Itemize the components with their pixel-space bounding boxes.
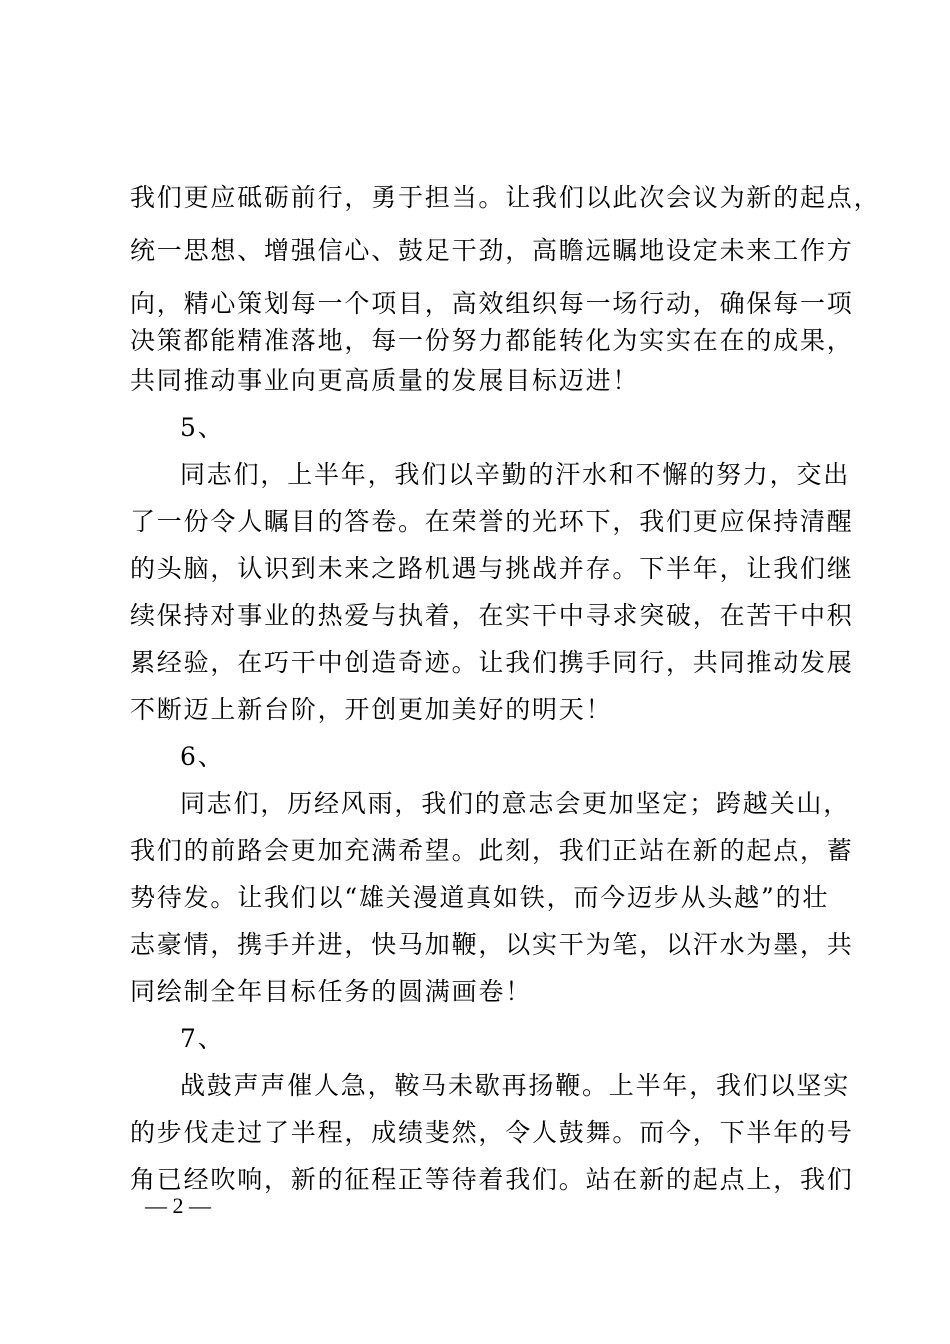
- section-number: 6、: [180, 742, 225, 771]
- body-text-line: 统一思想、增强信心、鼓足干劲，高瞻远瞩地设定未来工作方: [130, 236, 854, 265]
- body-text-line: 的头脑，认识到未来之路机遇与挑战并存。下半年，让我们继: [130, 554, 854, 583]
- body-text-line: 共同推动事业向更高质量的发展目标迈进！: [130, 366, 640, 395]
- body-text-line: 决策都能精准落地，每一份努力都能转化为实实在在的成果，: [130, 326, 854, 355]
- body-text-line: 同绘制全年目标任务的圆满画卷！: [130, 977, 533, 1006]
- body-text-line: 同志们，上半年，我们以辛勤的汗水和不懈的努力，交出: [180, 460, 851, 489]
- body-text-line: 累经验，在巧干中创造奇迹。让我们携手同行，共同推动发展: [130, 648, 854, 677]
- body-text-line: 向，精心策划每一个项目，高效组织每一场行动，确保每一项: [130, 289, 854, 318]
- body-text-line: 的步伐走过了半程，成绩斐然，令人鼓舞。而今，下半年的号: [130, 1118, 854, 1147]
- section-number: 5、: [180, 413, 225, 442]
- body-text-line: 了一份令人瞩目的答卷。在荣誉的光环下，我们更应保持清醒: [130, 507, 854, 536]
- body-text-line: 势待发。让我们以“雄关漫道真如铁，而今迈步从头越”的壮: [130, 883, 830, 912]
- body-text-line: 志豪情，携手并进，快马加鞭，以实干为笔，以汗水为墨，共: [130, 930, 854, 959]
- body-text-line: 我们的前路会更加充满希望。此刻，我们正站在新的起点，蓄: [130, 836, 854, 865]
- body-text-line: 同志们，历经风雨，我们的意志会更加坚定；跨越关山，: [180, 789, 851, 818]
- body-text-line: 角已经吹响，新的征程正等待着我们。站在新的起点上，我们: [130, 1165, 854, 1194]
- body-text-line: 不断迈上新台阶，开创更加美好的明天！: [130, 695, 613, 724]
- body-text-line: 续保持对事业的热爱与执着，在实干中寻求突破，在苦干中积: [130, 601, 854, 630]
- page-number: — 2 —: [145, 1193, 211, 1218]
- body-text-line: 我们更应砥砺前行，勇于担当。让我们以此次会议为新的起点，: [130, 183, 881, 212]
- body-text-line: 战鼓声声催人急，鞍马未歇再扬鞭。上半年，我们以坚实: [180, 1071, 851, 1100]
- section-number: 7、: [180, 1024, 225, 1053]
